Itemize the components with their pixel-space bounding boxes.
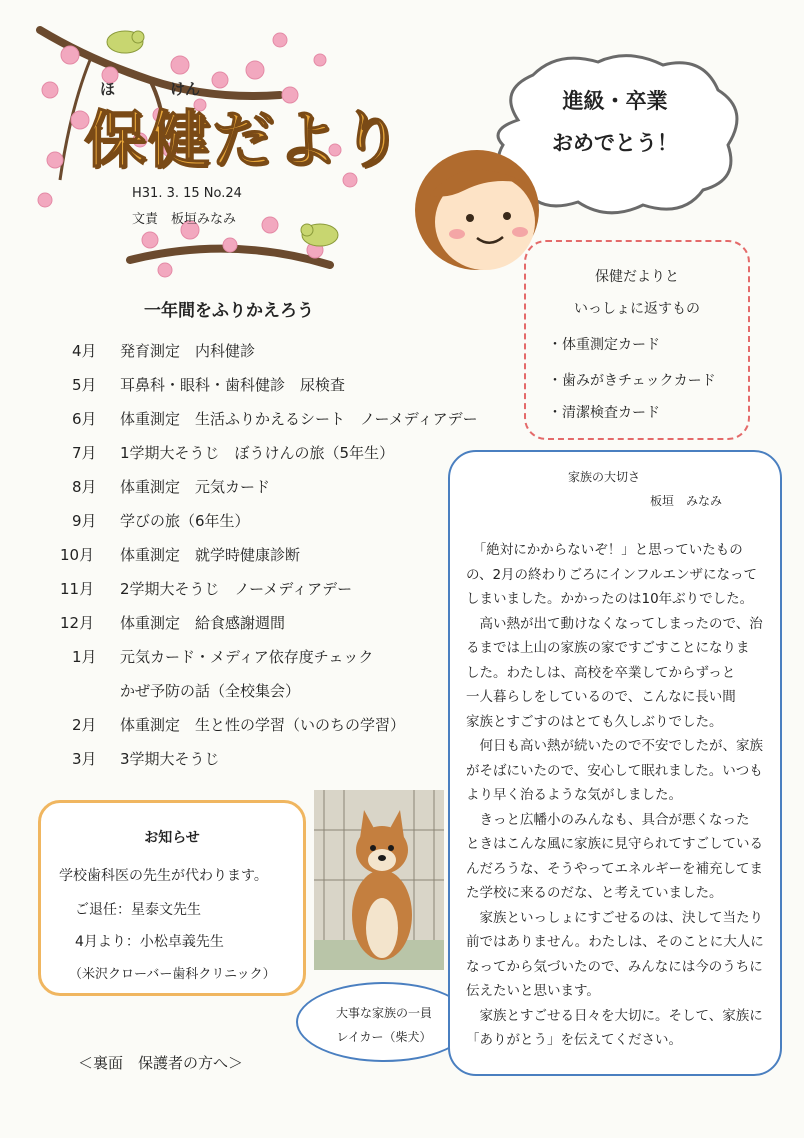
month-label: 11月 [60,580,95,598]
story-line: の、2月の終わりごろにインフルエンザになって [466,566,758,583]
month-activity: 3学期大そうじ [120,750,220,768]
story-title: 家族の大切さ [568,470,641,484]
return-item: ・体重測定カード [548,337,660,353]
dog-caption-line2: レイカー（柴犬） [336,1030,432,1044]
month-activity: 耳鼻科・眼科・歯科健診 尿検査 [120,376,346,394]
month-label: 12月 [60,614,95,632]
month-activity: かぜ予防の話（全校集会） [120,682,301,700]
month-activity: 体重測定 就学時健康診断 [120,546,301,564]
notice-line: ご退任：星泰文先生 [75,902,201,918]
story-line: がそばにいたので、安心して眠れました。いつも [466,762,763,779]
story-body [466,538,776,1053]
return-box-title-line2: いっしょに返すもの [574,301,700,317]
notice-box [38,800,306,996]
story-line: 家族といっしょにすごせるのは、決して当たり [466,909,763,926]
story-line: 家族とすごせる日々を大切に。そして、家族に [466,1007,763,1024]
back-page-note: ＜裏面 保護者の方へ＞ [78,1054,244,1072]
month-label: 6月 [72,410,97,428]
story-author: 板垣 みなみ [650,494,723,508]
return-box-title-line1: 保健だよりと [595,269,679,285]
dog-photo [314,790,444,970]
month-label: 2月 [72,716,97,734]
month-activity: 体重測定 生活ふりかえるシート ノーメディアデー [120,410,478,428]
month-activity: 2学期大そうじ ノーメディアデー [120,580,353,598]
story-line: んだろうな、そうやってエネルギーを補充してま [466,860,763,877]
story-line: より早く治るような気がしました。 [466,787,682,803]
greeting-line1: 進級・卒業 [562,89,668,113]
title-furigana-ken: けん [170,80,201,98]
story-line: 「ありがとう」を伝えてください。 [466,1032,682,1048]
return-item: ・歯みがきチェックカード [548,373,716,389]
story-line: した。わたしは、高校を卒業してからずっと [466,664,736,681]
month-label: 9月 [72,512,97,530]
notice-line: （米沢クローバー歯科クリニック） [69,967,276,982]
month-activity: 発育測定 内科健診 [120,342,256,360]
author-credit: 文責 板垣みなみ [132,212,237,227]
story-line: た学校に来るのだな、と考えていました。 [466,885,723,901]
story-line: るまでは上山の家族の家ですごすことになりま [466,640,750,656]
month-label: 5月 [72,376,97,394]
story-line: 何日も高い熱が続いたので不安でしたが、家族 [466,738,763,754]
story-line: 高い熱が出て動けなくなってしまったので、治 [466,615,763,632]
story-line: しまいました。かかったのは10年ぶりでした。 [466,591,754,607]
notice-line: 学校歯科医の先生が代わります。 [59,868,268,884]
month-activity: 1学期大そうじ ぼうけんの旅（5年生） [120,444,395,462]
month-label: 3月 [72,750,97,768]
month-activity: 体重測定 給食感謝週間 [120,614,286,632]
month-label: 1月 [72,648,97,666]
story-box [448,450,782,1076]
story-line: なってから気づいたので、みんなには今のうちに [466,958,763,975]
story-line: 「絶対にかからないぞ！」と思っていたもの [466,542,743,558]
greeting-line2: おめでとう！ [552,131,678,155]
month-label: 8月 [72,478,97,496]
return-items-box [524,240,750,440]
issue-date-number: H31. 3. 15 No.24 [132,186,242,201]
story-line: きっと広幡小のみんなも、具合が悪くなった [466,811,750,828]
month-label: 7月 [72,444,97,462]
story-line: 一人暮らしをしているので、こんなに長い間 [466,689,736,705]
notice-line: 4月より：小松卓義先生 [75,934,224,950]
story-line: 家族とすごすのはとても久しぶりでした。 [466,713,723,730]
month-label: 10月 [60,546,95,564]
return-item: ・清潔検査カード [548,405,660,421]
title-furigana-ho: ほ [100,80,116,98]
notice-title: お知らせ [144,830,200,846]
dog-caption-bubble [296,982,472,1062]
page-title: 保健だより [84,103,405,176]
story-line: ときはこんな風に家族に見守られてすごしている [466,836,763,852]
month-activity: 元気カード・メディア依存度チェック [120,648,374,666]
story-line: 前ではありません。わたしは、そのことに大人に [466,934,764,950]
month-label: 4月 [72,342,97,360]
year-review-heading: 一年間をふりかえろう [144,301,314,321]
month-activity: 体重測定 生と性の学習（いのちの学習） [120,716,406,734]
story-line: 伝えたいと思います。 [466,983,600,999]
month-activity: 学びの旅（6年生） [120,512,250,530]
dog-caption-line1: 大事な家族の一員 [335,1006,432,1020]
month-activity: 体重測定 元気カード [120,478,271,496]
